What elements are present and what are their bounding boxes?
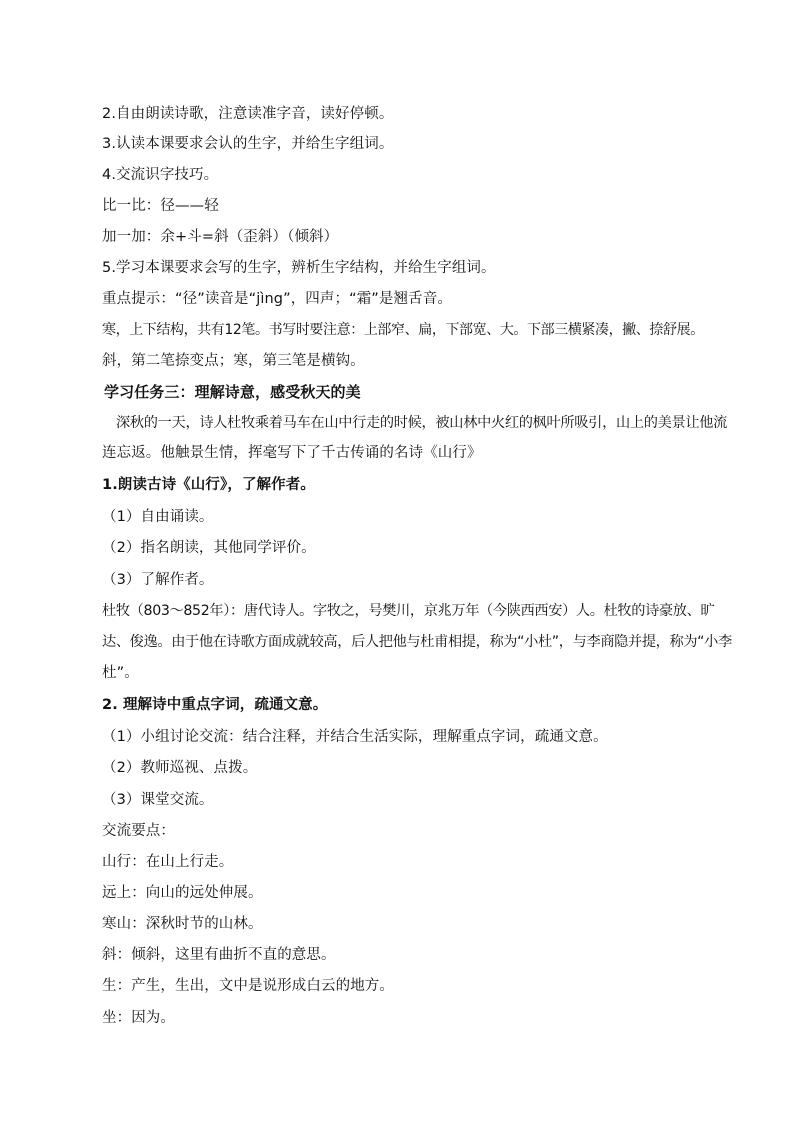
- step-heading: 2. 理解诗中重点字词，疏通文意。: [102, 697, 328, 713]
- paragraph-line: 深秋的一天，诗人杜牧乘着马车在山中行走的时候，被山林中火红的枫叶所吸引，山上的美景让他流: [116, 415, 728, 431]
- text-line: 斜：倾斜，这里有曲折不直的意思。: [102, 947, 336, 963]
- text-line: 寒山：深秋时节的山林。: [102, 916, 263, 932]
- step-heading: 1.朗读古诗《山行》，了解作者。: [102, 477, 315, 493]
- paragraph-line: 杜牧（803～852年）：唐代诗人。字牧之，号樊川，京兆万年（今陕西西安）人。杜牧的诗豪放、旷: [102, 603, 715, 619]
- text-line: 加一加：余+斗=斜（歪斜）（倾斜）: [102, 229, 339, 245]
- text-line: 寒，上下结构，共有12笔。书写时要注意：上部窄、扁，下部宽、大。下部三横紧凑，撇、捺舒展。: [102, 322, 704, 338]
- text-line: 远上：向山的远处伸展。: [102, 885, 263, 901]
- paragraph-line: 连忘返。他触景生情，挥毫写下了千古传诵的名诗《山行》: [102, 445, 482, 461]
- text-line: （3）课堂交流。: [102, 792, 214, 808]
- text-line: （3）了解作者。: [102, 572, 214, 588]
- text-line: 斜，第二笔捺变点；寒，第三笔是横钩。: [102, 353, 365, 369]
- text-line: 重点提示：“径”读音是“jìng”，四声；“霜”是翘舌音。: [102, 291, 452, 307]
- text-line: （2）指名朗读，其他同学评价。: [102, 540, 316, 556]
- text-line: （1）自由诵读。: [102, 509, 214, 525]
- text-line: 交流要点：: [102, 823, 175, 839]
- text-line: 山行：在山上行走。: [102, 854, 234, 870]
- text-line: （1）小组讨论交流：结合注释，并结合生活实际，理解重点字词，疏通文意。: [102, 729, 608, 745]
- text-line: （2）教师巡视、点拨。: [102, 760, 258, 776]
- paragraph-line: 达、俊逸。由于他在诗歌方面成就较高，后人把他与杜甫相提，称为“小杜”，与李商隐并提，称为“小李: [102, 634, 732, 650]
- text-line: 4.交流识字技巧。: [102, 167, 219, 183]
- section-heading: 学习任务三：理解诗意，感受秋天的美: [104, 383, 361, 401]
- text-line: 生：产生，生出，文中是说形成白云的地方。: [102, 978, 394, 994]
- text-line: 2.自由朗读诗歌，注意读准字音，读好停顿。: [102, 106, 394, 122]
- text-line: 比一比：径——轻: [102, 198, 219, 214]
- paragraph-line: 杜”。: [102, 665, 139, 681]
- text-line: 5.学习本课要求会写的生字，辨析生字结构，并给生字组词。: [102, 260, 496, 276]
- text-line: 3.认读本课要求会认的生字，并给生字组词。: [102, 136, 394, 152]
- text-line: 坐：因为。: [102, 1010, 175, 1026]
